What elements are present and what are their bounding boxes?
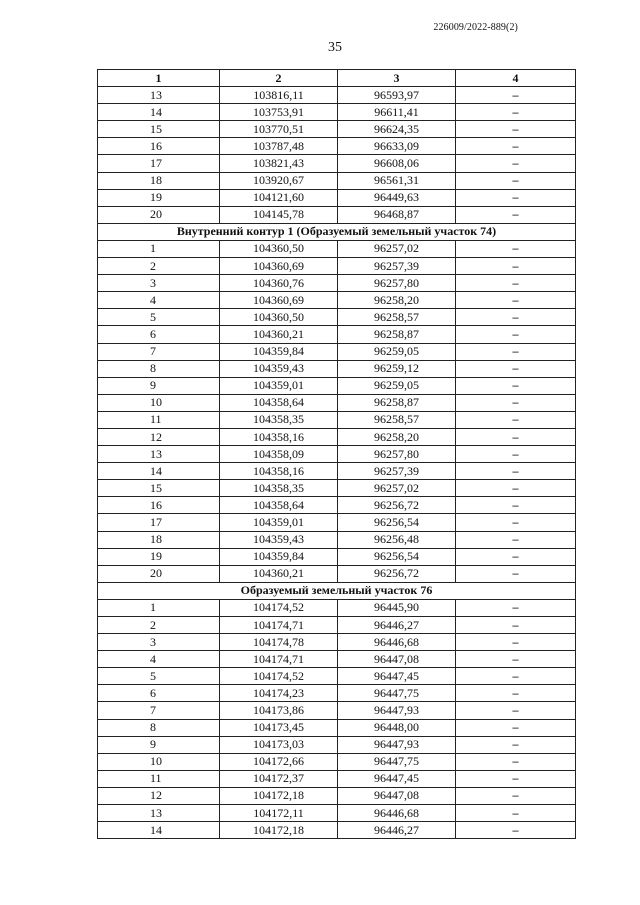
y-coordinate-cell: 96257,02 — [338, 240, 456, 257]
table-row — [98, 326, 576, 343]
x-coordinate-cell: 104359,43 — [220, 360, 338, 377]
point-number-cell: 1 — [98, 240, 220, 257]
note-cell: – — [456, 309, 576, 326]
x-coordinate-cell: 104359,01 — [220, 514, 338, 531]
point-number-cell: 14 — [98, 463, 220, 480]
point-number-cell: 7 — [98, 702, 220, 719]
y-coordinate-cell: 96258,20 — [338, 292, 456, 309]
y-coordinate-cell: 96446,27 — [338, 822, 456, 839]
x-coordinate-cell: 104173,86 — [220, 702, 338, 719]
x-coordinate-cell: 104358,64 — [220, 497, 338, 514]
point-number-cell: 20 — [98, 206, 220, 223]
note-cell: – — [456, 770, 576, 787]
point-number-cell: 17 — [98, 155, 220, 172]
header-cell-note: 4 — [456, 70, 576, 87]
y-coordinate-cell: 96256,54 — [338, 548, 456, 565]
y-coordinate-cell: 96447,93 — [338, 702, 456, 719]
table-row — [98, 531, 576, 548]
point-number-cell: 19 — [98, 548, 220, 565]
point-number-cell: 10 — [98, 394, 220, 411]
table-row — [98, 565, 576, 582]
point-number-cell: 13 — [98, 805, 220, 822]
point-number-cell: 13 — [98, 446, 220, 463]
note-cell: – — [456, 446, 576, 463]
y-coordinate-cell: 96256,72 — [338, 565, 456, 582]
point-number-cell: 4 — [98, 651, 220, 668]
y-coordinate-cell: 96447,45 — [338, 668, 456, 685]
x-coordinate-cell: 104359,01 — [220, 377, 338, 394]
y-coordinate-cell: 96258,87 — [338, 326, 456, 343]
table-row — [98, 446, 576, 463]
x-coordinate-cell: 103770,51 — [220, 121, 338, 138]
table-row — [98, 736, 576, 753]
point-number-cell: 6 — [98, 685, 220, 702]
section-row — [98, 582, 576, 599]
point-number-cell: 2 — [98, 617, 220, 634]
note-cell: – — [456, 275, 576, 292]
y-coordinate-cell: 96593,97 — [338, 87, 456, 104]
table-row — [98, 685, 576, 702]
point-number-cell: 8 — [98, 360, 220, 377]
y-coordinate-cell: 96257,39 — [338, 258, 456, 275]
y-coordinate-cell: 96257,80 — [338, 446, 456, 463]
x-coordinate-cell: 104360,50 — [220, 240, 338, 257]
y-coordinate-cell: 96259,05 — [338, 377, 456, 394]
note-cell: – — [456, 599, 576, 616]
header-cell-x: 2 — [220, 70, 338, 87]
point-number-cell: 15 — [98, 480, 220, 497]
point-number-cell: 9 — [98, 377, 220, 394]
note-cell: – — [456, 240, 576, 257]
y-coordinate-cell: 96256,48 — [338, 531, 456, 548]
y-coordinate-cell: 96624,35 — [338, 121, 456, 138]
page-number: 35 — [328, 40, 342, 55]
table-row — [98, 258, 576, 275]
x-coordinate-cell: 103816,11 — [220, 87, 338, 104]
point-number-cell: 1 — [98, 599, 220, 616]
note-cell: – — [456, 258, 576, 275]
table-row — [98, 463, 576, 480]
y-coordinate-cell: 96447,75 — [338, 753, 456, 770]
table-row — [98, 206, 576, 223]
table-row — [98, 155, 576, 172]
x-coordinate-cell: 104358,35 — [220, 411, 338, 428]
point-number-cell: 12 — [98, 428, 220, 445]
table-row — [98, 480, 576, 497]
point-number-cell: 8 — [98, 719, 220, 736]
point-number-cell: 15 — [98, 121, 220, 138]
section-title: Образуемый земельный участок 76 — [98, 582, 576, 599]
table-row — [98, 292, 576, 309]
y-coordinate-cell: 96446,68 — [338, 805, 456, 822]
y-coordinate-cell: 96561,31 — [338, 172, 456, 189]
x-coordinate-cell: 104172,37 — [220, 770, 338, 787]
table-row — [98, 599, 576, 616]
table-row — [98, 719, 576, 736]
x-coordinate-cell: 104172,18 — [220, 822, 338, 839]
note-cell: – — [456, 668, 576, 685]
table-row — [98, 822, 576, 839]
x-coordinate-cell: 104358,64 — [220, 394, 338, 411]
x-coordinate-cell: 104174,52 — [220, 668, 338, 685]
header-cell-point-number: 1 — [98, 70, 220, 87]
y-coordinate-cell: 96257,80 — [338, 275, 456, 292]
table-row — [98, 548, 576, 565]
table-header — [98, 70, 576, 87]
note-cell: – — [456, 360, 576, 377]
x-coordinate-cell: 103787,48 — [220, 138, 338, 155]
y-coordinate-cell: 96259,12 — [338, 360, 456, 377]
point-number-cell: 14 — [98, 822, 220, 839]
x-coordinate-cell: 103920,67 — [220, 172, 338, 189]
table-row — [98, 634, 576, 651]
note-cell: – — [456, 480, 576, 497]
note-cell: – — [456, 343, 576, 360]
point-number-cell: 3 — [98, 275, 220, 292]
y-coordinate-cell: 96258,87 — [338, 394, 456, 411]
table-row — [98, 411, 576, 428]
x-coordinate-cell: 104360,69 — [220, 292, 338, 309]
note-cell: – — [456, 548, 576, 565]
header-cell-y: 3 — [338, 70, 456, 87]
y-coordinate-cell: 96449,63 — [338, 189, 456, 206]
note-cell: – — [456, 634, 576, 651]
point-number-cell: 5 — [98, 309, 220, 326]
note-cell: – — [456, 121, 576, 138]
y-coordinate-cell: 96447,08 — [338, 651, 456, 668]
note-cell: – — [456, 411, 576, 428]
x-coordinate-cell: 104360,21 — [220, 326, 338, 343]
note-cell: – — [456, 189, 576, 206]
point-number-cell: 6 — [98, 326, 220, 343]
point-number-cell: 9 — [98, 736, 220, 753]
x-coordinate-cell: 104174,78 — [220, 634, 338, 651]
note-cell: – — [456, 805, 576, 822]
header-row — [98, 70, 576, 87]
point-number-cell: 18 — [98, 172, 220, 189]
table-body — [98, 87, 576, 839]
table-row — [98, 668, 576, 685]
note-cell: – — [456, 292, 576, 309]
section-row — [98, 223, 576, 240]
table-row — [98, 360, 576, 377]
table-row — [98, 275, 576, 292]
note-cell: – — [456, 394, 576, 411]
table-row — [98, 787, 576, 804]
note-cell: – — [456, 685, 576, 702]
x-coordinate-cell: 104172,66 — [220, 753, 338, 770]
y-coordinate-cell: 96608,06 — [338, 155, 456, 172]
note-cell: – — [456, 206, 576, 223]
point-number-cell: 10 — [98, 753, 220, 770]
y-coordinate-cell: 96257,02 — [338, 480, 456, 497]
point-number-cell: 2 — [98, 258, 220, 275]
note-cell: – — [456, 617, 576, 634]
x-coordinate-cell: 104145,78 — [220, 206, 338, 223]
y-coordinate-cell: 96447,45 — [338, 770, 456, 787]
point-number-cell: 7 — [98, 343, 220, 360]
x-coordinate-cell: 104172,11 — [220, 805, 338, 822]
x-coordinate-cell: 103821,43 — [220, 155, 338, 172]
y-coordinate-cell: 96448,00 — [338, 719, 456, 736]
x-coordinate-cell: 104174,23 — [220, 685, 338, 702]
point-number-cell: 16 — [98, 497, 220, 514]
note-cell: – — [456, 702, 576, 719]
point-number-cell: 19 — [98, 189, 220, 206]
x-coordinate-cell: 104174,52 — [220, 599, 338, 616]
point-number-cell: 18 — [98, 531, 220, 548]
note-cell: – — [456, 753, 576, 770]
y-coordinate-cell: 96258,57 — [338, 309, 456, 326]
note-cell: – — [456, 377, 576, 394]
y-coordinate-cell: 96258,57 — [338, 411, 456, 428]
note-cell: – — [456, 531, 576, 548]
point-number-cell: 14 — [98, 104, 220, 121]
x-coordinate-cell: 104172,18 — [220, 787, 338, 804]
note-cell: – — [456, 651, 576, 668]
note-cell: – — [456, 87, 576, 104]
table-row — [98, 497, 576, 514]
table-row — [98, 702, 576, 719]
table-row — [98, 428, 576, 445]
y-coordinate-cell: 96611,41 — [338, 104, 456, 121]
table-row — [98, 343, 576, 360]
y-coordinate-cell: 96447,93 — [338, 736, 456, 753]
table-row — [98, 651, 576, 668]
point-number-cell: 5 — [98, 668, 220, 685]
y-coordinate-cell: 96256,72 — [338, 497, 456, 514]
x-coordinate-cell: 104358,35 — [220, 480, 338, 497]
point-number-cell: 4 — [98, 292, 220, 309]
y-coordinate-cell: 96445,90 — [338, 599, 456, 616]
x-coordinate-cell: 104173,03 — [220, 736, 338, 753]
table-row — [98, 377, 576, 394]
table-row — [98, 805, 576, 822]
y-coordinate-cell: 96633,09 — [338, 138, 456, 155]
x-coordinate-cell: 104360,69 — [220, 258, 338, 275]
note-cell: – — [456, 719, 576, 736]
note-cell: – — [456, 787, 576, 804]
note-cell: – — [456, 155, 576, 172]
table-row — [98, 514, 576, 531]
point-number-cell: 11 — [98, 770, 220, 787]
note-cell: – — [456, 172, 576, 189]
table-row — [98, 172, 576, 189]
table-row — [98, 770, 576, 787]
table-row — [98, 138, 576, 155]
note-cell: – — [456, 428, 576, 445]
y-coordinate-cell: 96446,68 — [338, 634, 456, 651]
x-coordinate-cell: 104360,21 — [220, 565, 338, 582]
y-coordinate-cell: 96468,87 — [338, 206, 456, 223]
document-id: 226009/2022-889(2) — [433, 22, 518, 33]
section-title: Внутренний контур 1 (Образуемый земельный участок 74) — [98, 223, 576, 240]
table-row — [98, 394, 576, 411]
table-row — [98, 309, 576, 326]
x-coordinate-cell: 104358,09 — [220, 446, 338, 463]
y-coordinate-cell: 96447,08 — [338, 787, 456, 804]
x-coordinate-cell: 104359,84 — [220, 343, 338, 360]
note-cell: – — [456, 463, 576, 480]
table-row — [98, 104, 576, 121]
note-cell: – — [456, 326, 576, 343]
y-coordinate-cell: 96446,27 — [338, 617, 456, 634]
x-coordinate-cell: 104360,76 — [220, 275, 338, 292]
y-coordinate-cell: 96256,54 — [338, 514, 456, 531]
table-row — [98, 753, 576, 770]
x-coordinate-cell: 104173,45 — [220, 719, 338, 736]
point-number-cell: 12 — [98, 787, 220, 804]
note-cell: – — [456, 138, 576, 155]
x-coordinate-cell: 104174,71 — [220, 651, 338, 668]
table-row — [98, 189, 576, 206]
table-row — [98, 617, 576, 634]
x-coordinate-cell: 104174,71 — [220, 617, 338, 634]
point-number-cell: 3 — [98, 634, 220, 651]
point-number-cell: 17 — [98, 514, 220, 531]
coordinates-table — [97, 69, 576, 839]
x-coordinate-cell: 104121,60 — [220, 189, 338, 206]
y-coordinate-cell: 96258,20 — [338, 428, 456, 445]
note-cell: – — [456, 497, 576, 514]
point-number-cell: 16 — [98, 138, 220, 155]
point-number-cell: 13 — [98, 87, 220, 104]
y-coordinate-cell: 96257,39 — [338, 463, 456, 480]
y-coordinate-cell: 96259,05 — [338, 343, 456, 360]
point-number-cell: 11 — [98, 411, 220, 428]
x-coordinate-cell: 103753,91 — [220, 104, 338, 121]
point-number-cell: 20 — [98, 565, 220, 582]
note-cell: – — [456, 822, 576, 839]
table-row — [98, 121, 576, 138]
x-coordinate-cell: 104358,16 — [220, 463, 338, 480]
x-coordinate-cell: 104360,50 — [220, 309, 338, 326]
table-row — [98, 240, 576, 257]
x-coordinate-cell: 104359,84 — [220, 548, 338, 565]
y-coordinate-cell: 96447,75 — [338, 685, 456, 702]
table-row — [98, 87, 576, 104]
note-cell: – — [456, 565, 576, 582]
x-coordinate-cell: 104359,43 — [220, 531, 338, 548]
note-cell: – — [456, 514, 576, 531]
x-coordinate-cell: 104358,16 — [220, 428, 338, 445]
note-cell: – — [456, 736, 576, 753]
note-cell: – — [456, 104, 576, 121]
